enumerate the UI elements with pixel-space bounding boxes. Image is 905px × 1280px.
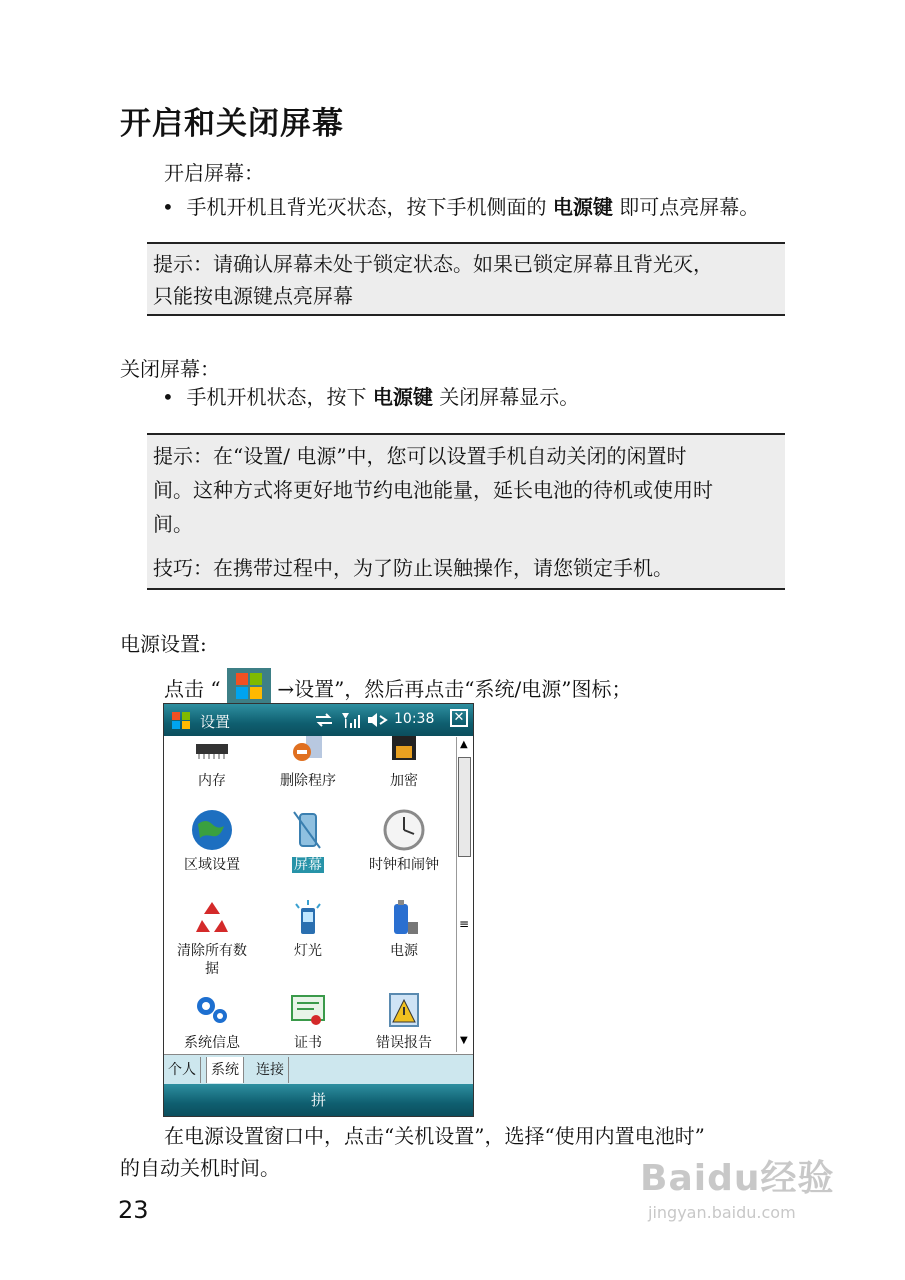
page-number: 23: [118, 1196, 149, 1224]
scroll-up-arrow-icon[interactable]: ▲: [460, 739, 468, 750]
item-label: 系统信息: [184, 1035, 240, 1051]
watermark-url: jingyan.baidu.com: [648, 1203, 796, 1222]
tab-connections[interactable]: 连接: [252, 1057, 289, 1083]
settings-tab-bar: [164, 1054, 473, 1085]
signal-icon: [340, 711, 362, 729]
bullet-text: 手机开机且背光灭状态，按下手机侧面的: [186, 195, 547, 219]
vertical-scrollbar[interactable]: [456, 737, 473, 1052]
battery-icon: [382, 898, 426, 938]
item-label-line2: 据: [205, 961, 219, 977]
recycle-icon: [190, 898, 234, 938]
scroll-down-arrow-icon[interactable]: ▼: [460, 1035, 468, 1046]
item-label: 错误报告: [376, 1035, 432, 1051]
regional-settings-item[interactable]: [164, 808, 260, 874]
screen-item[interactable]: [260, 808, 356, 874]
system-info-item[interactable]: [164, 990, 260, 1052]
open-note-box: [147, 242, 785, 316]
gears-icon: [190, 990, 234, 1030]
baidu-watermark: [640, 1150, 834, 1222]
windows-flag-icon[interactable]: [170, 709, 192, 731]
open-screen-bullet: [162, 193, 759, 221]
scroll-thumb[interactable]: [458, 757, 471, 857]
windows-start-icon: [227, 668, 271, 706]
remove-programs-icon: [288, 736, 328, 768]
note-line: 间。: [153, 512, 193, 536]
sync-arrows-icon: [314, 712, 334, 728]
item-label: 删除程序: [280, 773, 336, 789]
close-button[interactable]: ✕: [450, 709, 468, 727]
tip-line: 技巧：在携带过程中，为了防止误触操作，请您锁定手机。: [153, 556, 673, 580]
remove-programs-item[interactable]: [260, 736, 356, 790]
watermark-logo: Baidu经验: [640, 1158, 835, 1199]
bullet-dot: •: [162, 385, 187, 409]
power-item[interactable]: [356, 898, 452, 960]
power-key-label: 电源键: [372, 385, 433, 409]
device-screenshot: [163, 703, 474, 1117]
bullet-text: 手机开机状态，按下: [186, 385, 367, 409]
speaker-icon: [366, 711, 390, 729]
input-method-button[interactable]: 拼: [310, 1091, 326, 1109]
backlight-item[interactable]: [260, 898, 356, 960]
device-window-title: 设置: [200, 713, 231, 731]
lock-icon: [384, 736, 424, 768]
note-line: 提示：请确认屏幕未处于锁定状态。如果已锁定屏幕且背光灭，: [153, 252, 713, 276]
note-line: 提示：在“设置/ 电源”中，您可以设置手机自动关闭的闲置时: [153, 444, 687, 468]
power-step-line: [164, 668, 631, 706]
step-text: 点击 “: [164, 677, 221, 701]
clear-storage-item[interactable]: [164, 898, 260, 978]
item-label: 电源: [390, 943, 418, 959]
close-screen-bullet: [162, 383, 579, 411]
warning-icon: [382, 990, 426, 1030]
bullet-dot: •: [162, 195, 187, 219]
item-label-selected: 屏幕: [294, 857, 322, 873]
power-key-label: 电源键: [552, 195, 613, 219]
certificates-item[interactable]: [260, 990, 356, 1052]
bullet-text-end: 即可点亮屏幕。: [619, 195, 760, 219]
item-label: 清除所有数: [177, 943, 247, 959]
item-label: 时钟和闹钟: [369, 857, 439, 873]
scroll-grip-icon: ≡: [459, 917, 470, 931]
power-settings-label: 电源设置:: [120, 632, 207, 656]
clock-time: 10:38: [394, 711, 435, 727]
note-line: 只能按电源键点亮屏幕: [153, 284, 353, 308]
memory-chip-icon: [192, 736, 232, 768]
settings-icon-grid: [164, 736, 456, 1052]
bullet-text-end: 关闭屏幕显示。: [439, 385, 580, 409]
screen-stylus-icon: [286, 808, 330, 852]
backlight-icon: [286, 898, 330, 938]
softkey-bar: [164, 1084, 473, 1116]
clock-icon: [382, 808, 426, 852]
tab-personal[interactable]: 个人: [164, 1057, 201, 1083]
certificate-icon: [286, 990, 330, 1030]
page-heading: 开启和关闭屏幕: [120, 106, 344, 142]
device-title-bar: [164, 704, 473, 736]
after-step-line2: 的自动关机时间。: [120, 1156, 280, 1180]
item-label: 内存: [198, 773, 226, 789]
close-note-box: [147, 433, 785, 590]
clock-alarms-item[interactable]: [356, 808, 452, 874]
note-line: 间。这种方式将更好地节约电池能量，延长电池的待机或使用时: [153, 478, 713, 502]
close-screen-label: 关闭屏幕：: [120, 357, 220, 381]
open-screen-label: 开启屏幕：: [164, 161, 264, 185]
step-text-end: →设置”，然后再点击“系统/电源”图标；: [277, 677, 632, 701]
globe-icon: [190, 808, 234, 852]
memory-item[interactable]: [164, 736, 260, 790]
encryption-item[interactable]: [356, 736, 452, 790]
after-step-line1: 在电源设置窗口中，点击“关机设置”，选择“使用内置电池时”: [164, 1124, 705, 1148]
item-label: 灯光: [294, 943, 322, 959]
item-label: 加密: [390, 773, 418, 789]
tab-system[interactable]: 系统: [206, 1057, 244, 1083]
item-label: 证书: [294, 1035, 322, 1051]
item-label: 区域设置: [184, 857, 240, 873]
error-reporting-item[interactable]: [356, 990, 452, 1052]
